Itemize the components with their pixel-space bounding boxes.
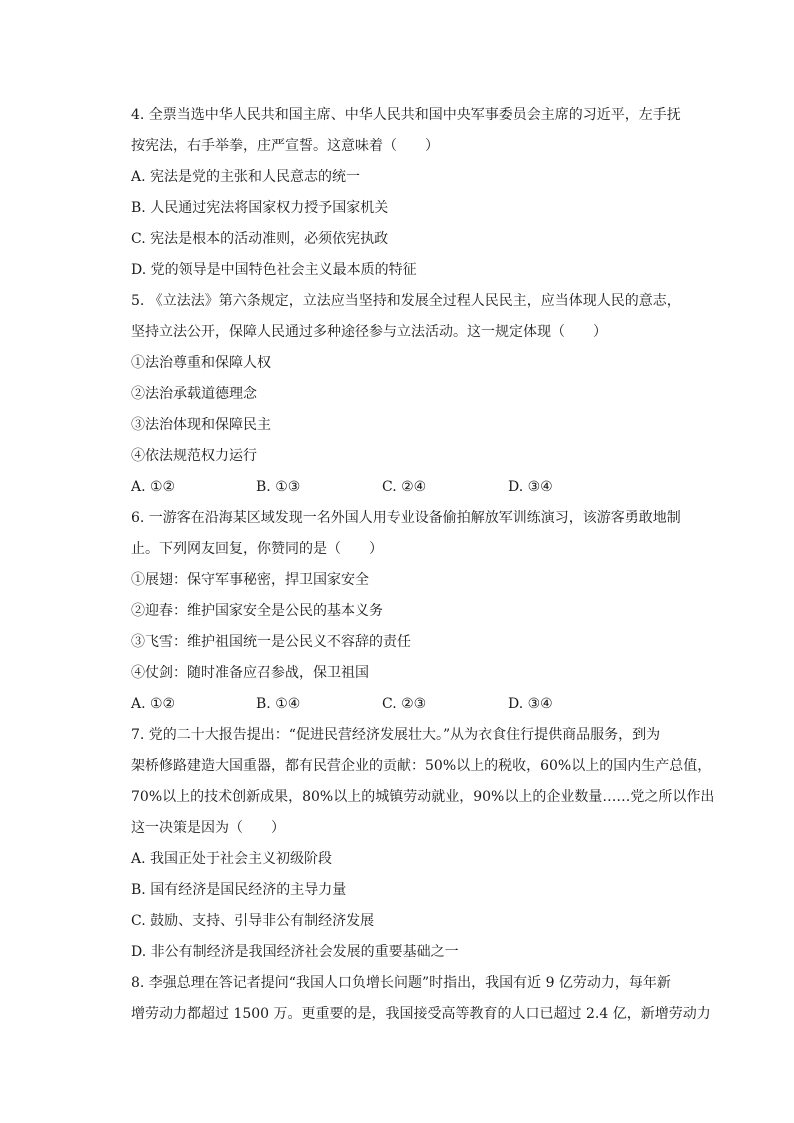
question-stem-line: 5. 《立法法》第六条规定，立法应当坚持和发展全过程人民民主，应当体现人民的意志，: [131, 293, 681, 309]
choice-row: [131, 689, 691, 720]
question-stem-line: 4. 全票当选中华人民共和国主席、中华人民共和国中央军事委员会主席的习近平，左手抚: [131, 107, 681, 123]
question-stem-line: 这一决策是因为（ ）: [131, 820, 285, 836]
question-stem-line: 止。下列网友回复，你赞同的是（ ）: [131, 541, 383, 557]
option-d: D. 党的领导是中国特色社会主义最本质的特征: [131, 262, 417, 278]
question-stem-line: 7. 党的二十大报告提出：“促进民营经济发展壮大。”从为衣食住行提供商品服务，到为: [131, 727, 661, 743]
choice-c: C. ②④: [382, 479, 427, 495]
statement-3: ③法治体现和保障民主: [131, 417, 271, 433]
option-b: B. 国有经济是国民经济的主导力量: [131, 882, 347, 898]
choice-c: C. ②③: [382, 696, 427, 712]
statement-4: ④依法规范权力运行: [131, 448, 257, 464]
choice-a: A. ①②: [131, 479, 176, 495]
statement-2: ②迎春：维护国家安全是公民的基本义务: [131, 603, 383, 619]
statement-4: ④仗剑：随时准备应召参战，保卫祖国: [131, 665, 369, 681]
statement-1: ①展翅：保守军事秘密，捍卫国家安全: [131, 572, 369, 588]
question-stem-line: 6. 一游客在沿海某区域发现一名外国人用专业设备偷拍解放军训练演习，该游客勇敢地制: [131, 510, 681, 526]
choice-b: B. ①④: [256, 696, 301, 712]
question-stem-line: 架桥修路建造大国重器，都有民营企业的贡献：50%以上的税收，60%以上的国内生产总值，: [131, 758, 712, 774]
option-a: A. 我国正处于社会主义初级阶段: [131, 851, 333, 867]
choice-d: D. ③④: [508, 479, 553, 495]
question-4: [131, 100, 691, 286]
statement-2: ②法治承载道德理念: [131, 386, 257, 402]
question-stem-line: 70%以上的技术创新成果，80%以上的城镇劳动就业，90%以上的企业数量……党之所以作出: [131, 789, 715, 805]
option-a: A. 宪法是党的主张和人民意志的统一: [131, 169, 361, 185]
choice-b: B. ①③: [256, 479, 301, 495]
statement-3: ③飞雪：维护祖国统一是公民义不容辞的责任: [131, 634, 411, 650]
question-7: [131, 720, 715, 968]
question-stem-line: 8. 李强总理在答记者提问“我国人口负增长问题”时指出，我国有近 9 亿劳动力，每年新: [131, 975, 671, 991]
question-5: [131, 286, 691, 503]
choice-a: A. ①②: [131, 696, 176, 712]
option-c: C. 鼓励、支持、引导非公有制经济发展: [131, 913, 375, 929]
choice-row: [131, 472, 691, 503]
question-8: [131, 968, 711, 1030]
option-d: D. 非公有制经济是我国经济社会发展的重要基础之一: [131, 944, 459, 960]
question-stem-line: 按宪法，右手举拳，庄严宣誓。这意味着（ ）: [131, 138, 439, 154]
question-6: [131, 503, 691, 720]
choice-d: D. ③④: [508, 696, 553, 712]
question-stem-line: 坚持立法公开，保障人民通过多种途径参与立法活动。这一规定体现（ ）: [131, 324, 607, 340]
question-stem-line: 增劳动力都超过 1500 万。更重要的是，我国接受高等教育的人口已超过 2.4 亿，新增劳动力: [131, 1006, 711, 1022]
option-b: B. 人民通过宪法将国家权力授予国家机关: [131, 200, 389, 216]
exam-content: [131, 100, 715, 1030]
statement-1: ①法治尊重和保障人权: [131, 355, 271, 371]
option-c: C. 宪法是根本的活动准则，必须依宪执政: [131, 231, 389, 247]
